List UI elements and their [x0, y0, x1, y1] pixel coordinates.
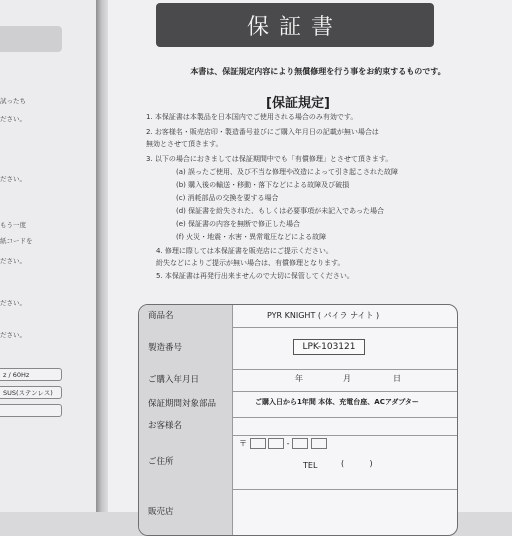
- left-text-line: ださい。: [0, 175, 26, 183]
- left-text-line: ださい。: [0, 115, 26, 123]
- rule-item: 5. 本保証書は再発行出来ませんので大切に保管してください。: [156, 272, 354, 280]
- tel-parens: ( ): [341, 459, 373, 468]
- form-row-shop: [139, 489, 457, 536]
- left-text-line: ださい。: [0, 331, 26, 339]
- shop-label: 販売店: [139, 489, 233, 536]
- month-label: 月: [343, 374, 351, 383]
- left-text-line: 試ったち: [0, 97, 26, 105]
- rule-item: 3. 以下の場合におきましては保証期間中でも「有償修理」とさせて頂きます。: [146, 155, 393, 163]
- form-row-serial: [139, 327, 457, 370]
- certificate-intro: 本書は、保証規定内容により無償修理を行う事をお約束するものです。: [190, 67, 446, 76]
- rule-subitem: (c) 消耗部品の交換を要する場合: [176, 194, 279, 202]
- left-page-tab: [0, 26, 62, 52]
- customer-name-label: お客様名: [139, 417, 233, 435]
- serial-cell: [233, 327, 457, 369]
- rule-subitem: (d) 保証書を紛失された、もしくは必要事項が未記入であった場合: [176, 207, 385, 215]
- left-text-line: 紙コードを: [0, 237, 33, 245]
- form-row-coverage: [139, 391, 457, 418]
- serial-label: 製造番号: [139, 327, 233, 369]
- postal-mark: 〒: [239, 439, 247, 448]
- postal-box: [250, 438, 266, 449]
- postal-code-field: 〒 -: [239, 438, 327, 449]
- purchase-date-value: [233, 369, 457, 391]
- coverage-label: 保証期間対象部品: [139, 391, 233, 417]
- certificate-title: 保証書: [156, 3, 434, 47]
- serial-number-box: LPK-103121: [293, 339, 365, 355]
- left-text-line: ださい。: [0, 257, 26, 265]
- spec-box: z / 60Hz: [0, 368, 62, 381]
- product-value: PYR KNIGHT ( パイラ ナイト ): [267, 311, 380, 320]
- product-label: 商品名: [139, 305, 233, 327]
- form-row-customer: [139, 417, 457, 436]
- customer-name-value: [233, 417, 457, 435]
- rule-item: 4. 修理に際しては本保証書を販売店にご提示ください。: [156, 247, 333, 255]
- tel-label: TEL: [303, 461, 318, 470]
- year-label: 年: [295, 374, 303, 383]
- rule-subitem: (f) 火災・地震・水害・異常電圧などによる故障: [176, 233, 327, 241]
- rule-item: 1. 本保証書は本製品を日本国内でご使用される場合のみ有効です。: [146, 113, 358, 121]
- warranty-form: [138, 304, 458, 536]
- section-title: [保証規定]: [266, 96, 330, 111]
- form-row-product: [139, 305, 457, 328]
- address-value: [233, 435, 457, 489]
- coverage-value: ご購入日から1年間 本体、充電台座、ACアダプター: [255, 398, 419, 406]
- day-label: 日: [393, 374, 401, 383]
- rule-item: 無効とさせて頂きます。: [146, 140, 223, 148]
- left-text-line: もう一度: [0, 221, 26, 229]
- warranty-page: [108, 0, 512, 517]
- left-page: [0, 0, 96, 512]
- spec-box: [0, 404, 62, 417]
- postal-box: [268, 438, 284, 449]
- form-row-address: [139, 435, 457, 490]
- rule-subitem: (e) 保証書の内容を無断で修正した場合: [176, 220, 300, 228]
- postal-box: [292, 438, 308, 449]
- address-label: ご住所: [139, 435, 233, 489]
- rule-item: 紛失などによりご提示が無い場合は、有償修理となります。: [156, 259, 345, 267]
- rule-subitem: (a) 誤ったご使用、及び不当な修理や改造によって引き起こされた故障: [176, 168, 398, 176]
- rule-subitem: (b) 購入後の輸送・移動・落下などによる故障及び破損: [176, 181, 350, 189]
- shop-value: [233, 489, 457, 536]
- rule-item: 2. お客様名・販売店印・製造番号並びにご購入年月日の記載が無い場合は: [146, 128, 379, 136]
- purchase-date-label: ご購入年月日: [139, 369, 233, 391]
- postal-box: [311, 438, 327, 449]
- spec-box: SUS(ステンレス): [0, 386, 62, 399]
- form-row-date: [139, 369, 457, 392]
- left-text-line: ださい。: [0, 299, 26, 307]
